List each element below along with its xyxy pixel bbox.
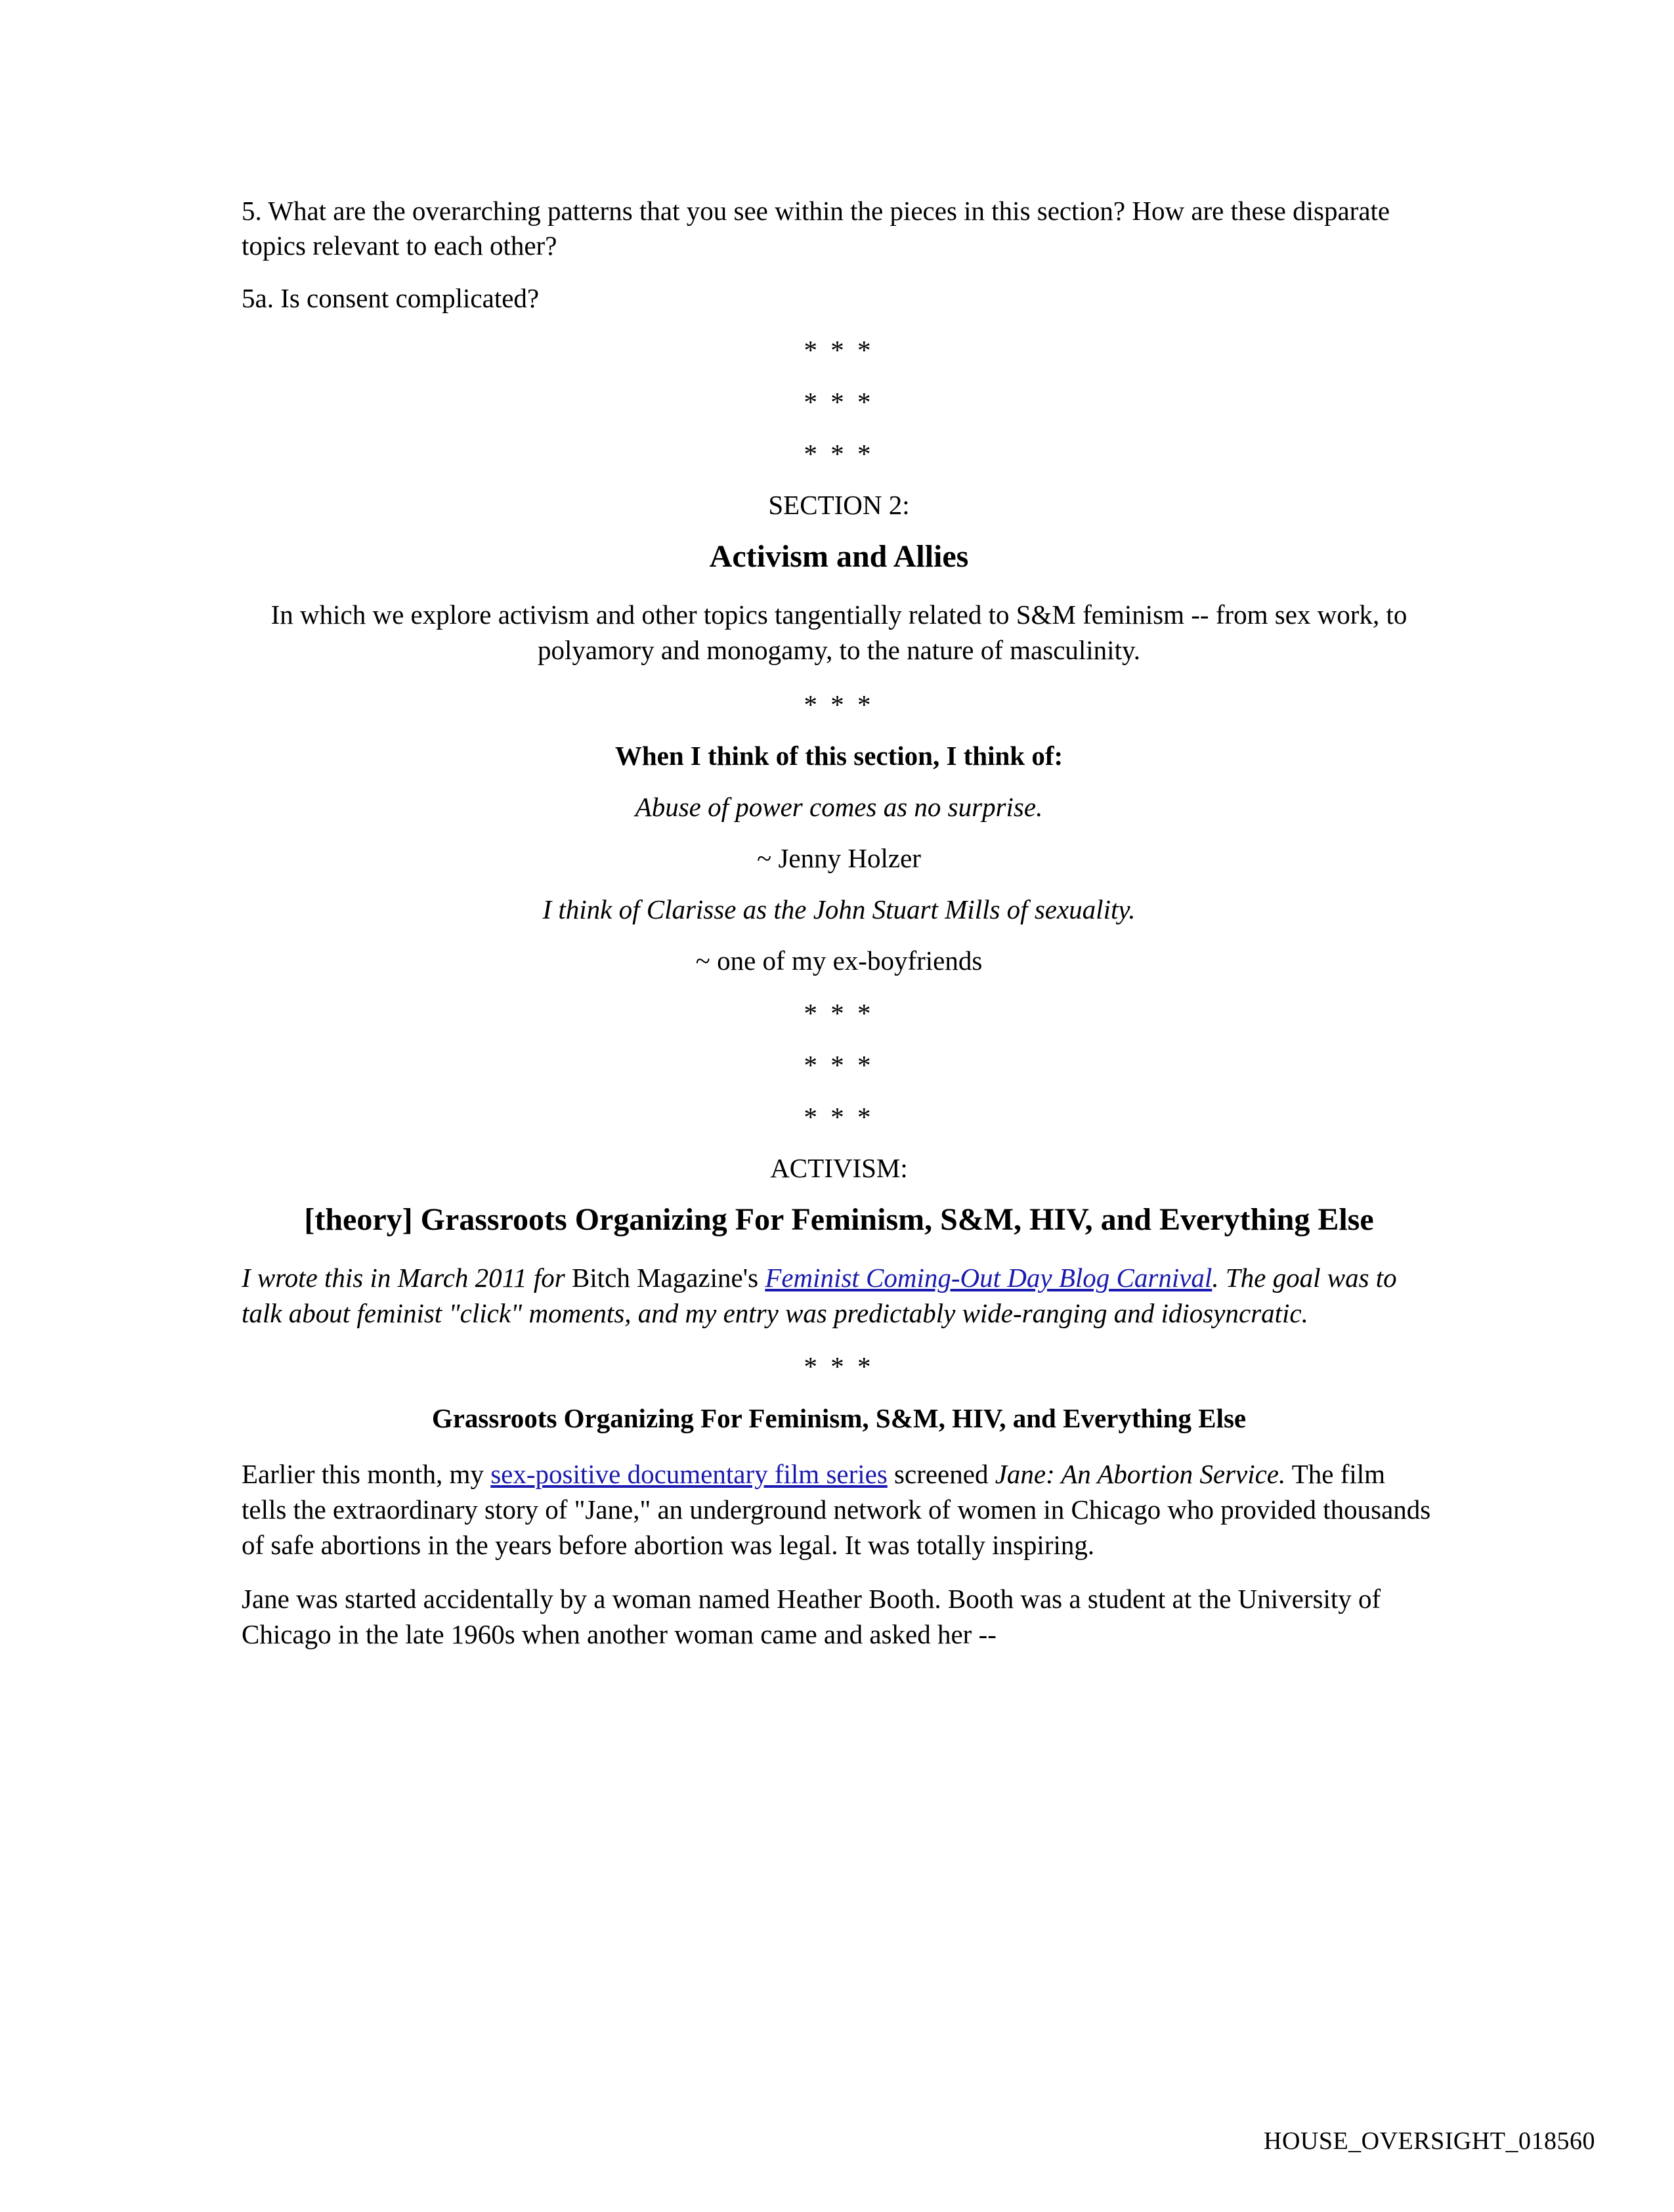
document-body (242, 194, 1436, 1670)
attribution-holzer: ~ Jenny Holzer (757, 842, 921, 873)
quote-holzer: Abuse of power comes as no surprise. (635, 791, 1043, 822)
par1-part2: screened (887, 1458, 995, 1489)
divider-6: * * * (804, 1049, 874, 1080)
film-series-link[interactable]: sex-positive documentary film series (490, 1458, 888, 1489)
think-of-heading: When I think of this section, I think of: (614, 740, 1063, 771)
article-category: ACTIVISM: (770, 1152, 908, 1183)
divider-3: * * * (804, 439, 874, 469)
quote-exboyfriend: I think of Clarisse as the John Stuart Mills of sexuality. (542, 894, 1136, 924)
divider-7: * * * (804, 1102, 874, 1133)
bates-stamp: HOUSE_OVERSIGHT_018560 (1264, 2127, 1595, 2155)
section-title: Activism and Allies (709, 538, 969, 574)
divider-5: * * * (804, 997, 874, 1028)
blog-carnival-link[interactable]: Feminist Coming-Out Day Blog Carnival (765, 1262, 1213, 1293)
par1-part3: The film tells the extraordinary story of "Jane," an underground network of women in Chicago who provided thousands of safe abortions in the years before abortion was legal. It was totally inspiring. (242, 1458, 1431, 1560)
intro-part2: . The goal was to talk about feminist "click" moments, and my entry was predictably wide-ranging and idiosyncratic. (242, 1262, 1397, 1329)
article-paragraph-2: Jane was started accidentally by a woman named Heather Booth. Booth was a student at the University of Chicago in the late 1960s when another woman came and asked her -- (242, 1584, 1381, 1650)
divider-4: * * * (804, 689, 874, 720)
question-5: 5. What are the overarching patterns that you see within the pieces in this section? How are these disparate topics relevant to each other? (242, 196, 1390, 261)
article-paragraph-1 (242, 1456, 1436, 1563)
intro-part1: I wrote this in March 2011 for (242, 1262, 572, 1293)
section-label: SECTION 2: (768, 489, 910, 520)
intro-magazine: Bitch Magazine's (572, 1262, 765, 1293)
question-5a: 5a. Is consent complicated? (242, 282, 540, 313)
film-title: Jane: An Abortion Service. (995, 1458, 1286, 1489)
article-subheading: Grassroots Organizing For Feminism, S&M, HIV, and Everything Else (431, 1403, 1247, 1434)
par1-part1: Earlier this month, my (242, 1458, 491, 1489)
article-intro (242, 1260, 1436, 1331)
section-description: In which we explore activism and other topics tangentially related to S&M feminism -- from sex work, to polyamory and monogamy, to the nature of masculinity. (270, 599, 1407, 666)
attribution-exboyfriend: ~ one of my ex-boyfriends (695, 945, 983, 976)
divider-2: * * * (804, 387, 874, 418)
divider-8: * * * (804, 1351, 874, 1382)
article-title: [theory] Grassroots Organizing For Feminism, S&M, HIV, and Everything Else (304, 1202, 1374, 1237)
divider-1: * * * (804, 334, 874, 365)
